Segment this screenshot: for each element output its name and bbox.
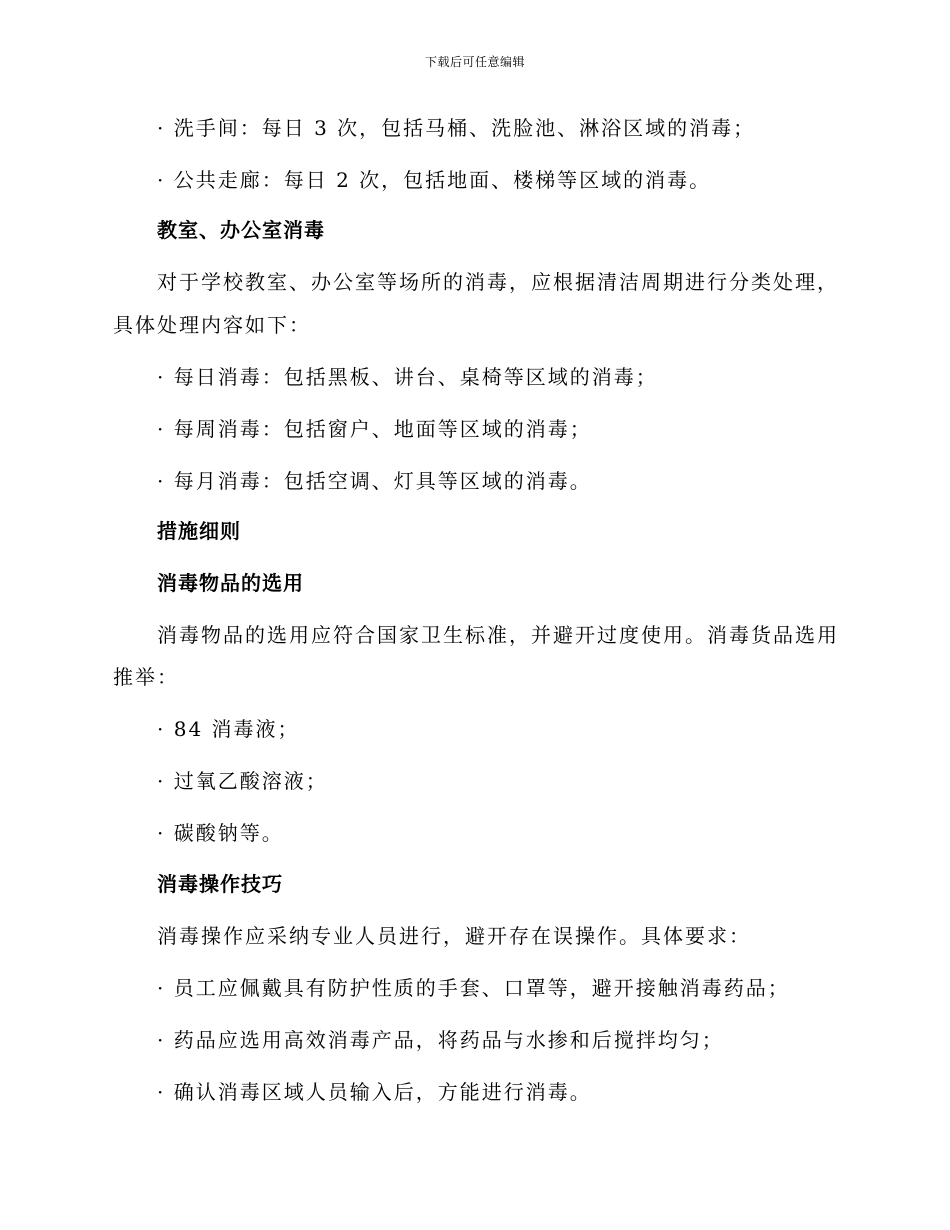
bullet-weekly: · 每周消毒：包括窗户、地面等区域的消毒； <box>157 417 592 441</box>
heading-classroom-office: 教室、办公室消毒 <box>157 218 325 242</box>
bullet-efficient-products: · 药品应选用高效消毒产品，将药品与水掺和后搅拌均匀； <box>157 1028 724 1052</box>
bullet-washroom: · 洗手间：每日 3 次，包括马桶、洗脸池、淋浴区域的消毒； <box>157 116 756 140</box>
bullet-monthly: · 每月消毒：包括空调、灯具等区域的消毒。 <box>157 469 592 493</box>
bullet-sodium-carbonate: · 碳酸钠等。 <box>157 821 284 845</box>
bullet-peracetic-acid: · 过氧乙酸溶液； <box>157 769 328 793</box>
bullet-84-disinfectant: · 84 消毒液； <box>157 717 300 741</box>
paragraph-disinfectant-selection-cont: 推举： <box>113 665 179 689</box>
paragraph-operation-intro: 消毒操作应采纳专业人员进行，避开存在误操作。具体要求： <box>157 924 751 948</box>
page-header: 下载后可任意编辑 <box>424 55 525 69</box>
bullet-protective-gear: · 员工应佩戴具有防护性质的手套、口罩等，避开接触消毒药品； <box>157 976 790 1000</box>
bullet-corridor: · 公共走廊：每日 2 次，包括地面、楼梯等区域的消毒。 <box>157 168 712 192</box>
heading-disinfectant-selection: 消毒物品的选用 <box>157 571 304 595</box>
paragraph-classroom-intro: 对于学校教室、办公室等场所的消毒，应根据清洁周期进行分类处理， <box>157 270 839 294</box>
heading-operation-skills: 消毒操作技巧 <box>157 872 283 896</box>
bullet-confirm-area: · 确认消毒区域人员输入后，方能进行消毒。 <box>157 1080 592 1104</box>
bullet-daily: · 每日消毒：包括黑板、讲台、桌椅等区域的消毒； <box>157 365 658 389</box>
paragraph-disinfectant-selection: 消毒物品的选用应符合国家卫生标准，并避开过度使用。消毒货品选用 <box>157 623 839 647</box>
paragraph-classroom-intro-cont: 具体处理内容如下： <box>113 313 311 337</box>
heading-measures: 措施细则 <box>157 519 241 543</box>
